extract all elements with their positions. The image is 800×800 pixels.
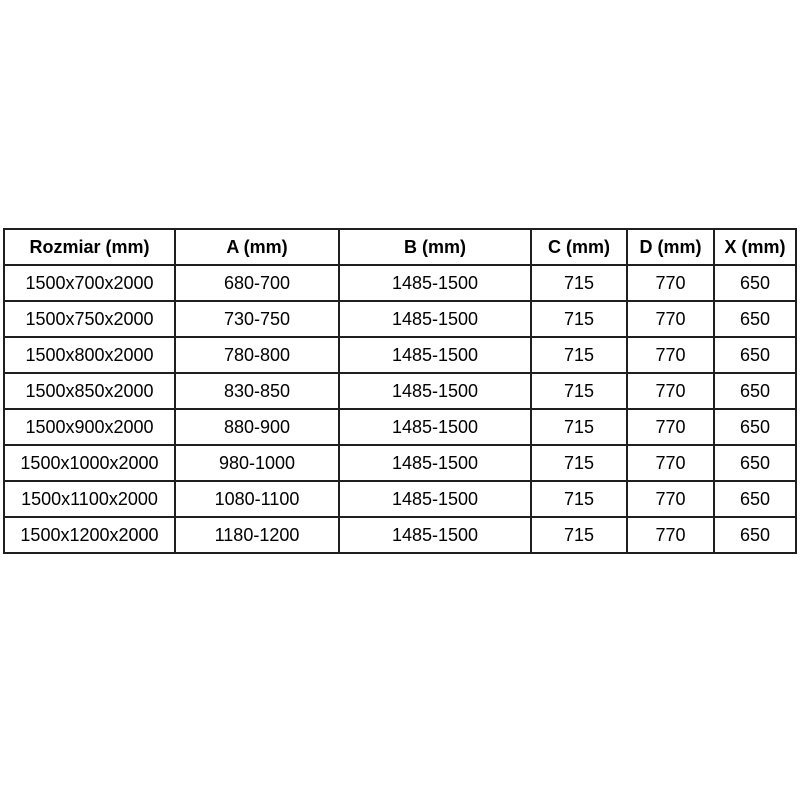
- table-cell: 650: [714, 265, 796, 301]
- table-cell: 715: [531, 265, 627, 301]
- table-cell: 715: [531, 445, 627, 481]
- table-row: [4, 481, 796, 517]
- table-cell: 1500x700x2000: [4, 265, 175, 301]
- header-row: [4, 229, 796, 265]
- table-cell: 730-750: [175, 301, 339, 337]
- table-row: [4, 445, 796, 481]
- table-cell: 1500x1100x2000: [4, 481, 175, 517]
- table-cell: 830-850: [175, 373, 339, 409]
- table-cell: 1080-1100: [175, 481, 339, 517]
- table-cell: 770: [627, 373, 714, 409]
- table-body: [4, 265, 796, 553]
- table-cell: 650: [714, 481, 796, 517]
- table-cell: 1485-1500: [339, 409, 531, 445]
- column-header: C (mm): [531, 229, 627, 265]
- table-cell: 770: [627, 301, 714, 337]
- table-cell: 1500x750x2000: [4, 301, 175, 337]
- table-cell: 1500x1200x2000: [4, 517, 175, 553]
- table-cell: 1485-1500: [339, 265, 531, 301]
- table-cell: 680-700: [175, 265, 339, 301]
- column-header: B (mm): [339, 229, 531, 265]
- size-spec-table: [3, 228, 797, 554]
- table-cell: 1180-1200: [175, 517, 339, 553]
- table-cell: 770: [627, 517, 714, 553]
- table-cell: 650: [714, 301, 796, 337]
- table-row: [4, 265, 796, 301]
- table-cell: 1485-1500: [339, 445, 531, 481]
- table-cell: 1485-1500: [339, 517, 531, 553]
- table-cell: 715: [531, 409, 627, 445]
- table-row: [4, 301, 796, 337]
- table-row: [4, 517, 796, 553]
- table-cell: 1500x1000x2000: [4, 445, 175, 481]
- table-cell: 715: [531, 481, 627, 517]
- table-row: [4, 373, 796, 409]
- table-cell: 1500x800x2000: [4, 337, 175, 373]
- table-cell: 715: [531, 301, 627, 337]
- table-cell: 770: [627, 481, 714, 517]
- table-cell: 650: [714, 337, 796, 373]
- table-cell: 980-1000: [175, 445, 339, 481]
- table-row: [4, 409, 796, 445]
- table-cell: 1485-1500: [339, 481, 531, 517]
- column-header: A (mm): [175, 229, 339, 265]
- table-cell: 650: [714, 517, 796, 553]
- table-cell: 650: [714, 445, 796, 481]
- table-cell: 880-900: [175, 409, 339, 445]
- table-cell: 715: [531, 373, 627, 409]
- table-cell: 650: [714, 373, 796, 409]
- column-header: X (mm): [714, 229, 796, 265]
- table-cell: 770: [627, 445, 714, 481]
- table-cell: 770: [627, 409, 714, 445]
- table-cell: 770: [627, 337, 714, 373]
- column-header: Rozmiar (mm): [4, 229, 175, 265]
- table-cell: 770: [627, 265, 714, 301]
- table-cell: 1485-1500: [339, 337, 531, 373]
- table-cell: 715: [531, 517, 627, 553]
- table-cell: 1500x850x2000: [4, 373, 175, 409]
- table-cell: 715: [531, 337, 627, 373]
- table-cell: 1485-1500: [339, 301, 531, 337]
- column-header: D (mm): [627, 229, 714, 265]
- table-cell: 1485-1500: [339, 373, 531, 409]
- table-row: [4, 337, 796, 373]
- table-cell: 650: [714, 409, 796, 445]
- table-cell: 1500x900x2000: [4, 409, 175, 445]
- table-cell: 780-800: [175, 337, 339, 373]
